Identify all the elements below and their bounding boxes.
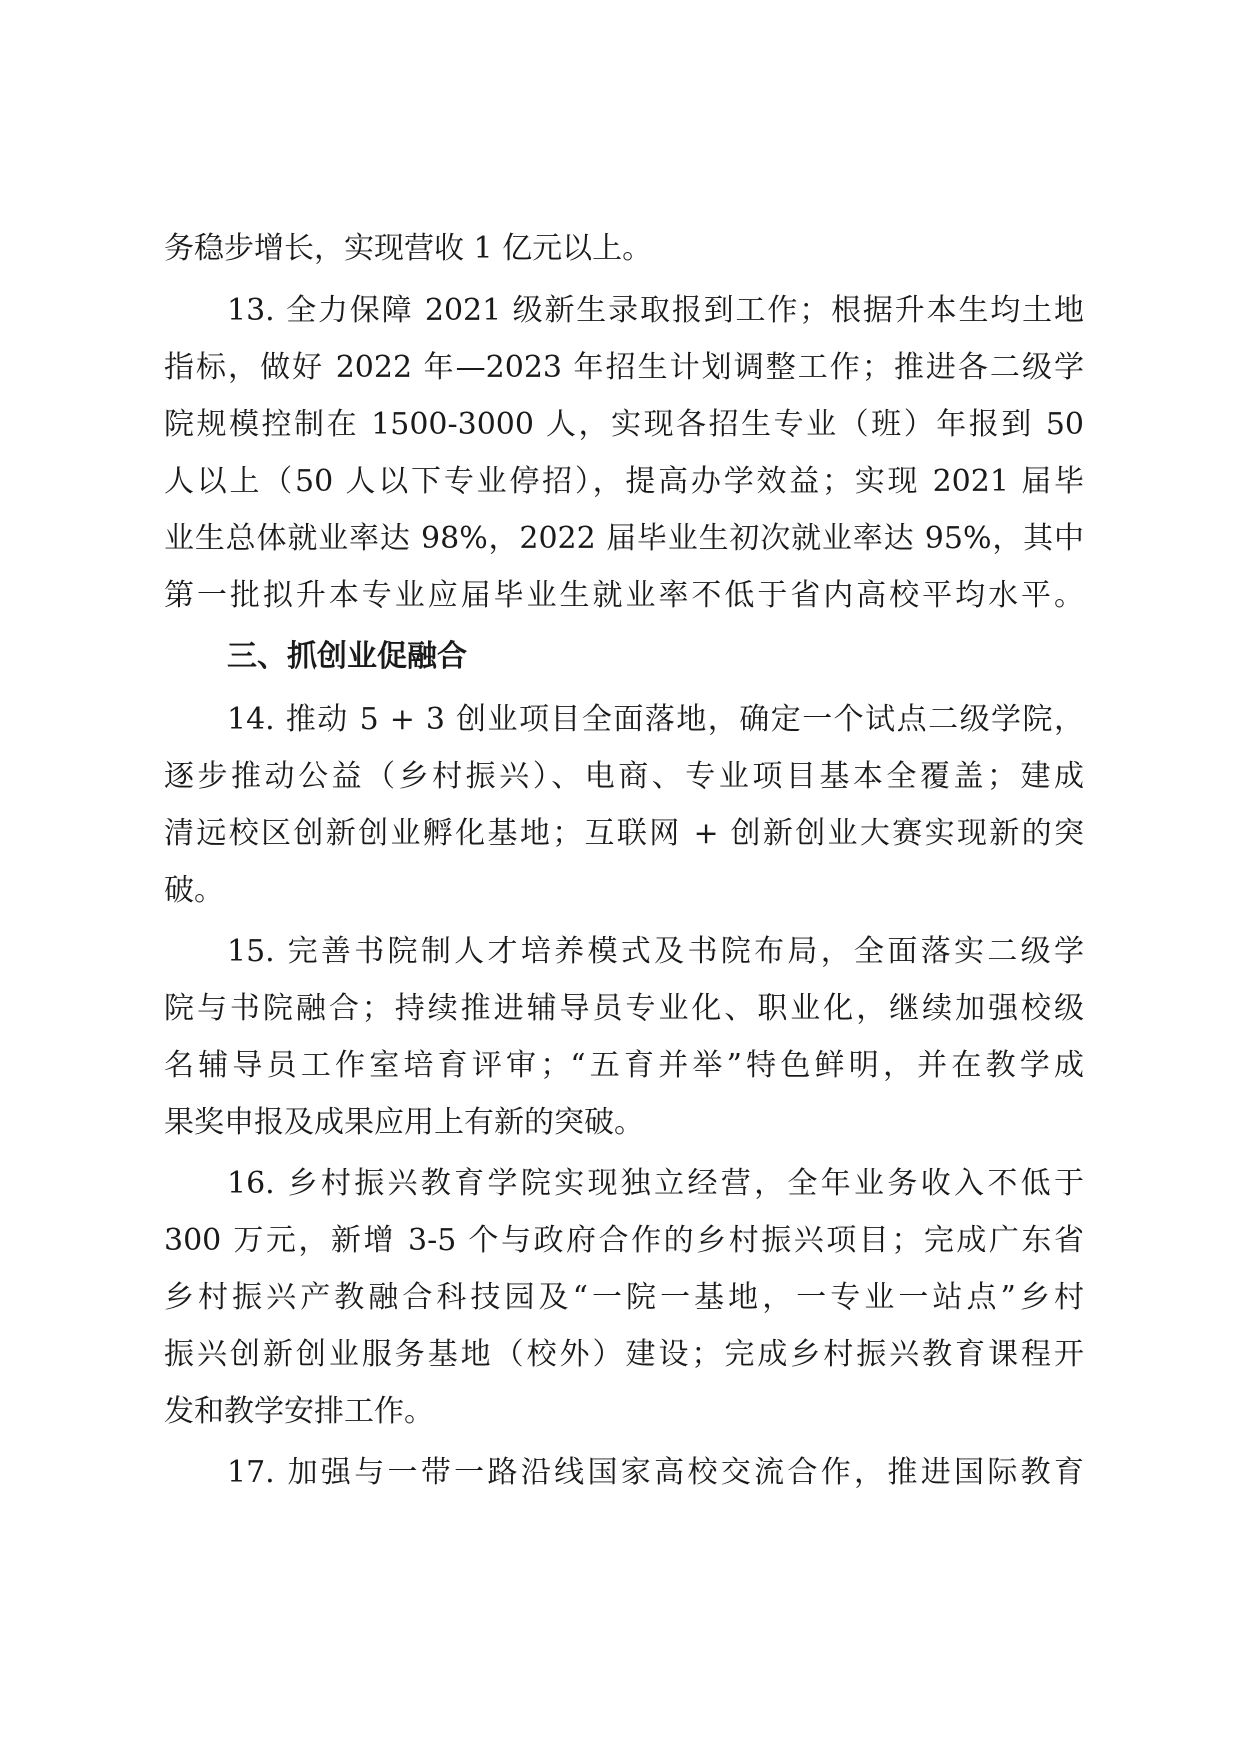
text-line: 名辅导员工作室培育评审；“五育并举”特色鲜明，并在教学成 bbox=[164, 1048, 1084, 1083]
section-heading: 三、抓创业促融合 bbox=[227, 639, 467, 674]
text-line: 务稳步增长，实现营收 1 亿元以上。 bbox=[164, 231, 653, 266]
text-line: 指标，做好 2022 年—2023 年招生计划调整工作；推进各二级学 bbox=[164, 350, 1084, 385]
paragraph-15-line: 15. 完善书院制人才培养模式及书院布局，全面落实二级学 bbox=[227, 934, 1084, 969]
text-line: 人以上（50 人以下专业停招），提高办学效益；实现 2021 届毕 bbox=[164, 464, 1084, 499]
text-line: 逐步推动公益（乡村振兴）、电商、专业项目基本全覆盖；建成 bbox=[164, 759, 1084, 794]
paragraph-16-line: 16. 乡村振兴教育学院实现独立经营，全年业务收入不低于 bbox=[227, 1166, 1084, 1201]
text-line: 院与书院融合；持续推进辅导员专业化、职业化，继续加强校级 bbox=[164, 991, 1084, 1026]
text-line: 业生总体就业率达 98%，2022 届毕业生初次就业率达 95%，其中 bbox=[164, 521, 1084, 556]
text-line: 振兴创新创业服务基地（校外）建设；完成乡村振兴教育课程开 bbox=[164, 1337, 1084, 1372]
text-line: 破。 bbox=[164, 873, 224, 908]
paragraph-13-line: 13. 全力保障 2021 级新生录取报到工作；根据升本生均土地 bbox=[227, 293, 1084, 328]
text-line: 300 万元，新增 3-5 个与政府合作的乡村振兴项目；完成广东省 bbox=[164, 1223, 1084, 1258]
paragraph-17-line: 17. 加强与一带一路沿线国家高校交流合作，推进国际教育 bbox=[227, 1455, 1084, 1490]
paragraph-14-line: 14. 推动 5 + 3 创业项目全面落地，确定一个试点二级学院， bbox=[227, 702, 1084, 737]
text-line: 乡村振兴产教融合科技园及“一院一基地，一专业一站点”乡村 bbox=[164, 1280, 1084, 1315]
text-line: 第一批拟升本专业应届毕业生就业率不低于省内高校平均水平。 bbox=[164, 578, 1084, 613]
text-line: 发和教学安排工作。 bbox=[164, 1394, 434, 1429]
text-line: 果奖申报及成果应用上有新的突破。 bbox=[164, 1105, 644, 1140]
text-line: 清远校区创新创业孵化基地；互联网 + 创新创业大赛实现新的突 bbox=[164, 816, 1084, 851]
text-line: 院规模控制在 1500-3000 人，实现各招生专业（班）年报到 50 bbox=[164, 407, 1084, 442]
